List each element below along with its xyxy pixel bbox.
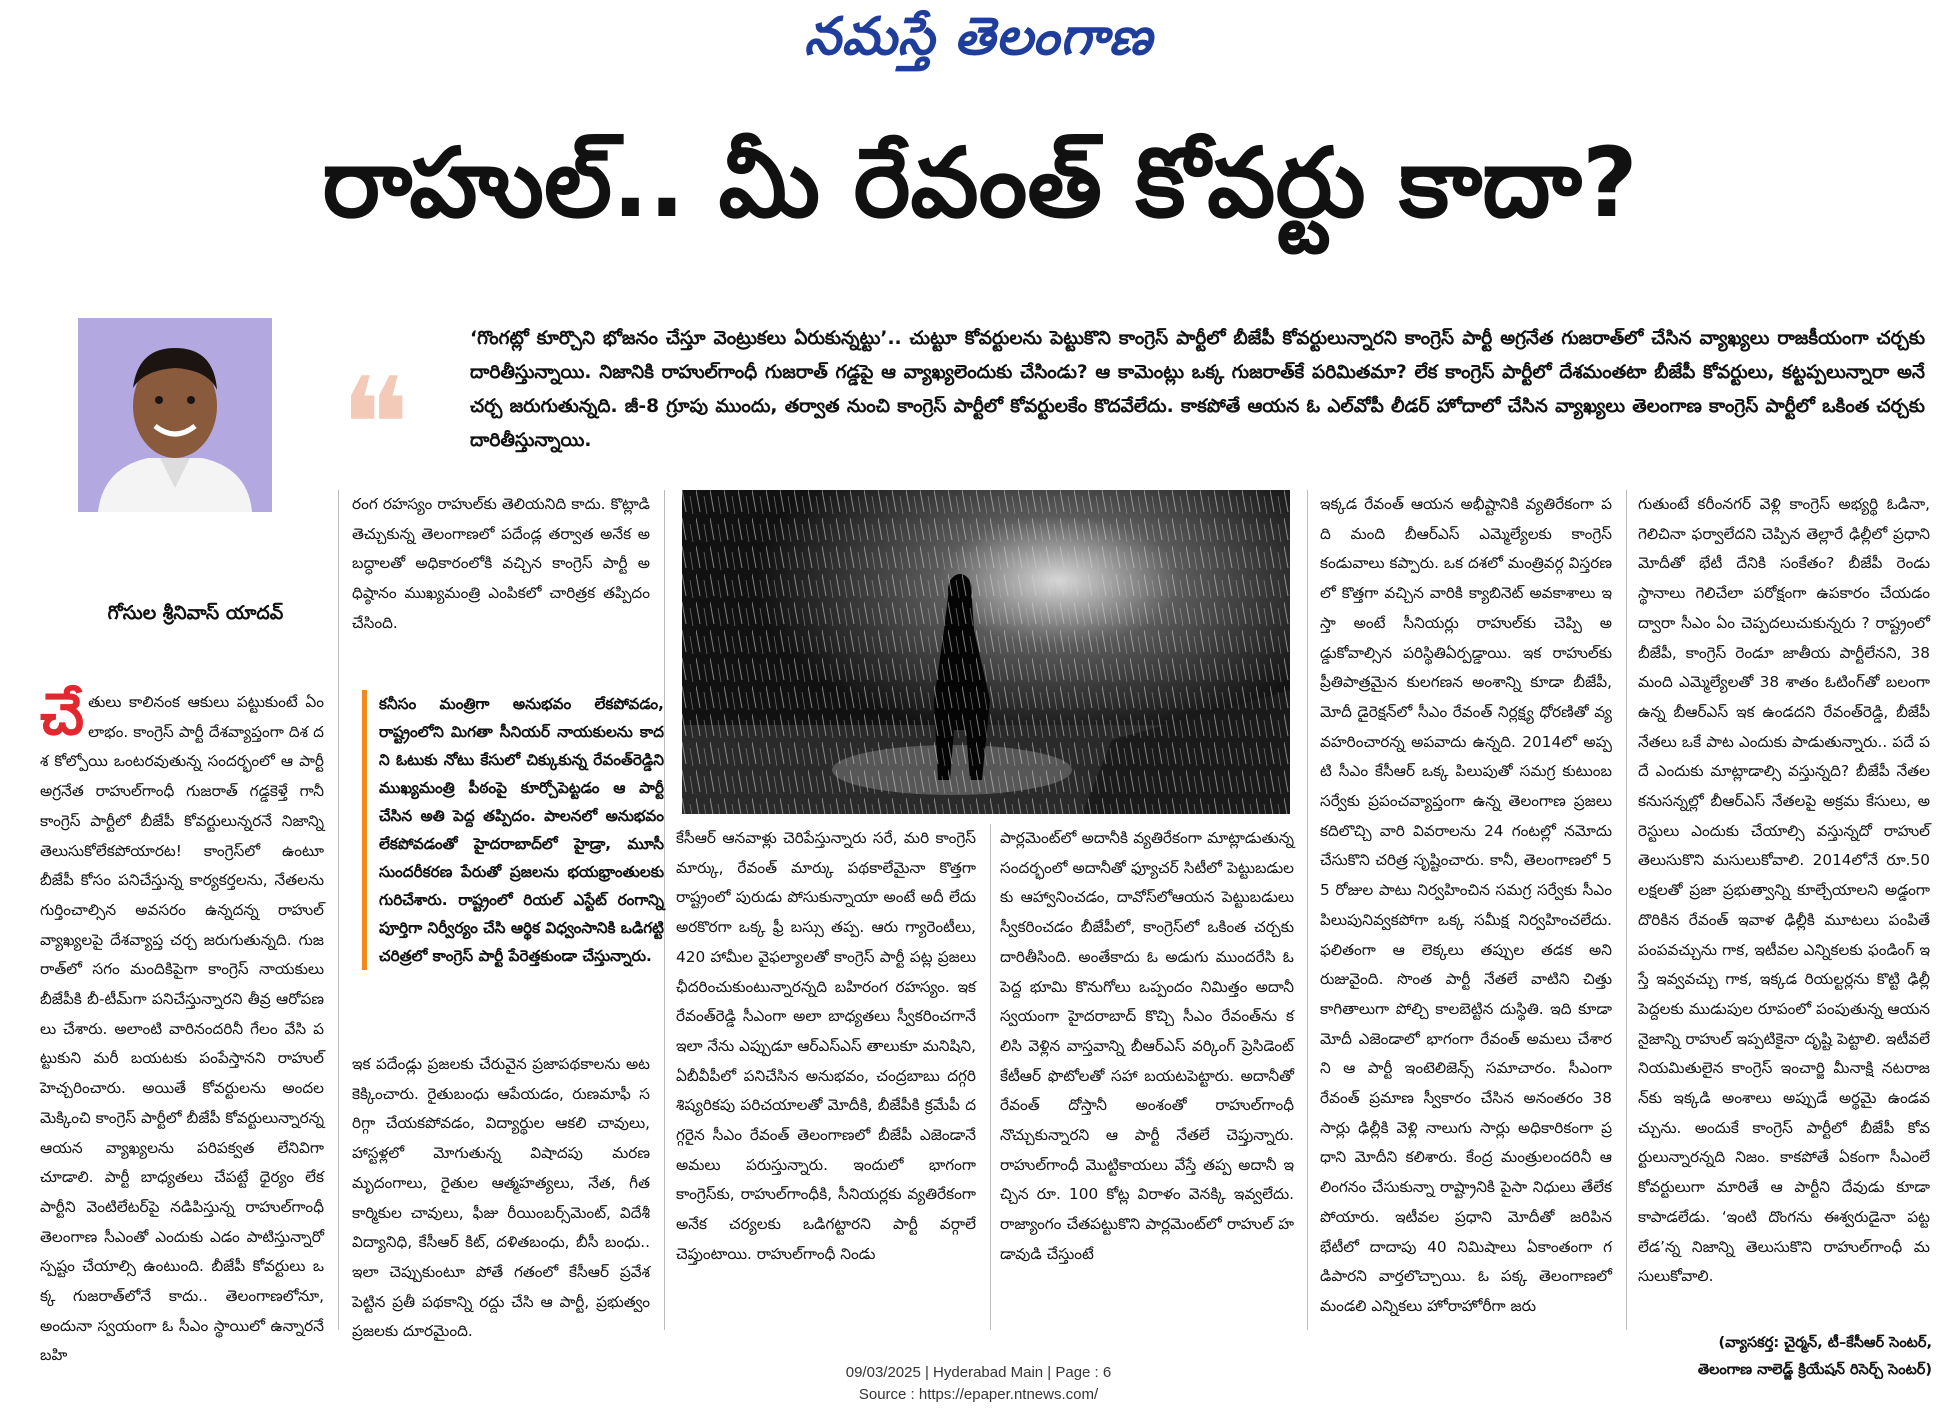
article-column-2b: ఇక పదేండ్లు ప్రజలకు చేరువైన ప్రజాపథకాలను అటకెక్కించారు. రైతుబంధు ఆపేయడం, రుణమాఫీ సరిగ్గా చేయకపోవడం, విద్యార్థుల ఆకలి చావులు, హాస్టళ్లలో మోగుతున్న విషాదపు మరణ మృదంగాలు, రైతుల ఆత్మహత్యలు, నేత, గీత కార్మికుల చావులు, ఫీజు రీయింబర్స్‌మెంట్, విదేశీ విద్యానిధి, కేసీఆర్ కిట్, దళితబంధు, బీసీ బంధు.. ఇలా చెప్పుకుంటూ పోతే గతంలో కేసీఆర్ ప్రవేశపెట్టిన ప్రతీ పథకాన్ని రద్దు చేసి ఆ పార్టీ, ప్రభుత్వం ప్రజలకు దూరమైంది. bbox=[352, 1055, 650, 1341]
column-1-text: తులు కాలినంక ఆకులు పట్టుకుంటే ఏం లాభం. కాంగ్రెస్ పార్టీ దేశవ్యాప్తంగా దిశ దశ కోల్పోయి ఒంటరవుతున్న సందర్భంలో ఆ పార్టీ అగ్రనేత రాహుల్‌గాంధీ గుజరాత్ గడ్డకెళ్తే గానీ కాంగ్రెస్ పార్టీలో బీజేపీ కోవర్టులున్నరనే నిజాన్ని తెలుసుకోలేకపోయారట! కాంగ్రెస్‌లో ఉంటూ బీజేపీ కోసం పనిచేస్తున్న కార్యకర్తలను, నేతలను గుర్తించాల్సిన అవసరం ఉన్నదన్న రాహుల్ వ్యాఖ్యలపై దేశవ్యాప్త చర్చ జరుగుతున్నది. గుజరాత్‌లో సగం మందికిపైగా కాంగ్రెస్ నాయకులు బీజేపీకి బీ-టీమ్‌గా పనిచేస్తున్నారని తీవ్ర ఆరోపణలు చేశారు. అలాంటి వారినందరినీ గేలం వేసి పట్టుకుని మరీ బయటకు పంపేస్తానని రాహుల్ హెచ్చరించారు. అయితే కోవర్టులను అందలమెక్కించి కాంగ్రెస్ పార్టీలో బీజేపీ కోవర్టులున్నారన్న ఆయన వ్యాఖ్యలను పరిపక్వత లేనివిగా చూడాలి. పార్టీ బాధ్యతలు చేపట్టే ధైర్యం లేక పార్టీని వెంటిలేటర్‌పై నడిపిస్తున్న రాహుల్‌గాంధీ తెలంగాణ సీఎంతో ఎందుకు ఎడం పాటిస్తున్నారో స్పష్టం చేయాల్సి ఉంటుంది. బీజేపీ కోవర్టులు ఒక్క గుజరాత్‌లోనే కాదు.. తెలంగాణలోనూ, అందునా స్వయంగా ఓ సీఎం స్థాయిలో ఉన్నారనే బహి bbox=[40, 693, 324, 1365]
rain-photo bbox=[682, 490, 1290, 814]
article-column-2a: రంగ రహస్యం రాహుల్‌కు తెలియనిది కాదు. కొట్లాడి తెచ్చుకున్న తెలంగాణలో పదేండ్ల తర్వాత అనేక అబద్ధాలతో అధికారంలోకి వచ్చిన కాంగ్రెస్ పార్టీ అధిష్ఠానం ముఖ్యమంత్రి ఎంపికలో చారిత్రక తప్పిదం చేసింది. bbox=[352, 495, 650, 632]
footer-page-info: 09/03/2025 | Hyderabad Main | Page : 6 bbox=[845, 1364, 1112, 1381]
drop-cap: చే bbox=[40, 680, 85, 748]
headline: రాహుల్.. మీ రేవంత్ కోవర్టు కాదా? bbox=[322, 127, 1638, 239]
column-divider bbox=[1307, 490, 1308, 1330]
footer-source: Source : https://epaper.ntnews.com/ bbox=[858, 1386, 1099, 1403]
column-divider bbox=[990, 824, 991, 1330]
credit-line-1: (వ్యాసకర్త: చైర్మన్, టీ–కేసీఆర్ సెంటర్, bbox=[1718, 1335, 1932, 1351]
article-column-4: పార్లమెంట్‌లో అదానీకి వ్యతిరేకంగా మాట్లాడుతున్న సందర్భంలో అదానీతో ఫ్యూచర్ సిటీలో పెట్టుబడులకు ఆహ్వానించడం, దావోస్‌లోఆయన పెట్టుబడులు స్వీకరించడం బీజేపీలో, కాంగ్రెస్‌లో ఒకింత చర్చకు దారితీసింది. అంతేకాదు ఓ అడుగు ముందరేసి ఓ పెద్ద భూమి కొనుగోలు ఒప్పందం నిమిత్తం అదానీ స్వయంగా హైదరాబాద్ కొచ్చి సీఎం రేవంత్‌ను కలిసి వెళ్లిన వాస్తవాన్ని బీఆర్ఎస్ వర్కింగ్ ప్రెసిడెంట్ కేటీఆర్ ఫొటోలతో సహా బయటపెట్టారు. అదానీతో రేవంత్ దోస్తానీ అంశంతో రాహుల్‌గాంధీ నొచ్చుకున్నారని ఆ పార్టీ నేతలే చెప్తున్నారు. రాహుల్‌గాంధీ మొట్టికాయలు వేస్తే తప్ప అదానీ ఇచ్చిన రూ. 100 కోట్ల విరాళం వెనక్కి ఇవ్వలేదు. రాజ్యాంగం చేతపట్టుకొని పార్లమెంట్‌లో రాహుల్ హడావుడి చేస్తుంటే bbox=[1000, 829, 1294, 1263]
author-byline: గోసుల శ్రీనివాస్ యాదవ్ bbox=[107, 602, 284, 624]
column-divider bbox=[1626, 490, 1627, 1330]
column-divider bbox=[664, 490, 665, 1330]
article-column-5: ఇక్కడ రేవంత్ ఆయన అభీష్టానికి వ్యతిరేకంగా పది మంది బీఆర్ఎస్ ఎమ్మెల్యేలకు కాంగ్రెస్ కండువాలు కప్పారు. ఒక దశలో మంత్రివర్గ విస్తరణలో కొత్తగా వచ్చిన వారికి క్యాబినెట్ అవకాశాలు ఇస్తా అంటే సీనియర్లు రాహుల్‌కు చెప్పి అడ్డుకోవాల్సిన పరిస్థితిఏర్పడ్డాయి. ఇక రాహుల్‌కు ప్రీతిపాత్రమైన కులగణన అంశాన్ని కూడా బీజేపీ, మోదీ డైరెక్షన్‌లో సీఎం రేవంత్ నిర్లక్ష్య ధోరణితో వ్యవహరించారన్న అపవాదు ఉన్నది. 2014లో అప్పటి సీఎం కేసీఆర్ ఒక్క పిలుపుతో సమగ్ర కుటుంబ సర్వేకు ప్రపంచవ్యాప్తంగా ఉన్న తెలంగాణ ప్రజలు కదిలొచ్చి వారి వివరాలను 24 గంటల్లో నమోదు చేసుకొని చరిత్ర సృష్టించారు. కానీ, తెలంగాణలో 55 రోజుల పాటు నిర్వహించిన సమగ్ర సర్వేకు సీఎం పిలుపునివ్వకపోగా ఒక్క సమీక్ష నిర్వహించలేదు. ఫలితంగా ఆ లెక్కలు తప్పుల తడక అని రుజువైంది. సొంత పార్టీ నేతలే వాటిని చిత్తు కాగితాలుగా పోల్చి కాలబెట్టిన దుస్థితి. ఇది కూడా మోదీ ఎజెండాలో భాగంగా రేవంత్ అమలు చేశారని ఆ పార్టీ ఇంటెలిజెన్స్ సమాచారం. సీఎంగా రేవంత్ ప్రమాణ స్వీకారం చేసిన అనంతరం 38 సార్లు ఢిల్లీకి వెళ్లి నాలుగు సార్లు అధికారికంగా ప్రధాని మోదీని కలిశారు. కేంద్ర మంత్రులందరినీ ఆలింగనం చేసుకున్నా రాష్ట్రానికి పైసా నిధులు తేలేకపోయారు. ఇటీవల ప్రధాని మోదీతో జరిపిన భేటీలో దాదాపు 40 నిమిషాలు ఏకాంతంగా గడిపారని వార్తలొచ్చాయి. ఓ పక్క తెలంగాణలో మండలి ఎన్నికలు హోరాహోరీగా జరు bbox=[1320, 495, 1612, 1315]
highlight-box: కనీసం మంత్రిగా అనుభవం లేకపోవడం, రాష్ట్రంలోని మిగతా సీనియర్ నాయకులను కాదని ఓటుకు నోటు కేసులో చిక్కుకున్న రేవంత్‌రెడ్డిని ముఖ్యమంత్రి పీఠంపై కూర్చోపెట్టడం ఆ పార్టీ చేసిన అతి పెద్ద తప్పిదం. పాలనలో అనుభవం లేకపోవడంతో హైదరాబాద్‌లో హైడ్రా, మూసీ సుందరీకరణ పేరుతో ప్రజలను భయభ్రాంతులకు గురిచేశారు. రాష్ట్రంలో రియల్ ఎస్టేట్ రంగాన్ని పూర్తిగా నిర్వీర్యం చేసి ఆర్థిక విధ్వంసానికి ఒడిగట్టి చరిత్రలో కాంగ్రెస్ పార్టీ పేరెత్తకుండా చేస్తున్నారు. bbox=[362, 690, 664, 970]
masthead-logo: నమస్తే తెలంగాణ bbox=[804, 6, 1153, 67]
credit-line-2: తెలంగాణ నాలెడ్జ్ క్రియేషన్ రిసెర్చ్ సెంటర్) bbox=[1697, 1362, 1932, 1378]
article-column-6: గుతుంటే కరీంనగర్ వెళ్లి కాంగ్రెస్ అభ్యర్థి ఓడినా, గెలిచినా ఫర్వాలేదని చెప్పిన తెల్లారే ఢిల్లీలో ప్రధాని మోదీతో భేటీ దేనికి సంకేతం? బీజేపీ రెండు స్థానాలు గెలిచేలా పరోక్షంగా ఉపకారం చేయడం ద్వారా సీఎం ఏం చెప్పదలుచుకున్నరు ? రాష్ట్రంలో బీజేపీ, కాంగ్రెస్ రెండూ జాతీయ పార్టీలేనని, 38 మంది ఎమ్మెల్యేలతో 38 శాతం ఓటింగ్‌తో బలంగా ఉన్న బీఆర్ఎస్ ఇక ఉండదని రేవంత్‌రెడ్డి, బీజేపీ నేతలు ఒకే పాట ఎందుకు పాడుతున్నారు.. పదే పదే ఎందుకు మాట్లాడాల్సి వస్తున్నది? బీజేపీ నేతల కనుసన్నల్లో బీఆర్ఎస్ నేతలపై అక్రమ కేసులు, అరెస్టులు ఎందుకు చేయాల్సి వస్తున్నదో రాహుల్ తెలుసుకొని మసులుకోవాలి. 2014లోనే రూ.50 లక్షలతో ప్రజా ప్రభుత్వాన్ని కూల్చేయాలని అడ్డంగా దొరికిన రేవంత్ ఇవాళ ఢిల్లీకి మూటలు పంపితే పంపవచ్చును గాక, ఇటీవల ఎన్నికలకు ఫండింగ్ ఇస్తే ఇవ్వవచ్చు గాక, ఇక్కడ రియల్టర్లను కొట్టి ఢిల్లీ పెద్దలకు ముడుపుల రూపంలో పంపుతున్న ఆయన నైజాన్ని రాహుల్ ఇప్పటికైనా దృష్టి పెట్టాలి. ఇటీవలే నియమితులైన కాంగ్రెస్ ఇంచార్జి మీనాక్షి నటరాజన్‌కు ఇక్కడి అంశాలు అప్పుడే అర్థమై ఉండవచ్చును. అందుకే కాంగ్రెస్ పార్టీలో బీజేపీ కోవర్టులున్నారన్నది నిజం. కాకపోతే ఏకంగా సీఎంలే కోవర్టులుగా మారితే ఆ పార్టీని దేవుడు కూడా కాపాడలేడు. ‘ఇంటి దొంగను ఈశ్వరుడైనా పట్టలేడ’న్న నిజాన్ని తెలుసుకొని రాహుల్‌గాంధీ మసులుకోవాలి. bbox=[1638, 495, 1930, 1286]
intro-paragraph: ‘గొంగట్లో కూర్చొని భోజనం చేస్తూ వెంట్రుకలు ఏరుకున్నట్టు’.. చుట్టూ కోవర్టులను పెట్టుకొని కాంగ్రెస్ పార్టీలో బీజేపీ కోవర్టులున్నారని కాంగ్రెస్ పార్టీ అగ్రనేత గుజరాత్‌లో చేసిన వ్యాఖ్యలు రాజకీయంగా చర్చకు దారితీస్తున్నాయి. నిజానికి రాహుల్‌గాంధీ గుజరాత్ గడ్డపై ఆ వ్యాఖ్యలెందుకు చేసిండు? ఆ కామెంట్లు ఒక్క గుజరాత్‌కే పరిమితమా? లేక కాంగ్రెస్ పార్టీలో దేశమంతటా బీజేపీ కోవర్టులు, కట్టప్పలున్నారా అనే చర్చ జరుగుతున్నది. జీ-8 గ్రూపు ముందు, తర్వాత నుంచి కాంగ్రెస్ పార్టీలో కోవర్టులకేం కొదవేలేదు. కాకపోతే ఆయన ఓ ఎల్‌వోపీ లీడర్ హోదాలో చేసిన వ్యాఖ్యలు తెలంగాణ కాంగ్రెస్ పార్టీలో ఒకింత చర్చకు దారితీస్తున్నాయి. bbox=[470, 328, 1925, 451]
column-divider bbox=[338, 490, 339, 1330]
article-column-3: కేసీఆర్ ఆనవాళ్లు చెరిపేస్తున్నారు సరే, మరి కాంగ్రెస్ మార్కు, రేవంత్ మార్కు పథకాలేమైనా కొత్తగా రాష్ట్రంలో పురుడు పోసుకున్నాయా అంటే అదీ లేదు అరకొరగా ఒక్క ఫ్రీ బస్సు తప్ప. ఆరు గ్యారెంటీలు, 420 హామీల వైఫల్యాలతో కాంగ్రెస్ పార్టీ పట్ల ప్రజలు ఛీదరించుకుంటున్నారన్నది బహిరంగ రహస్యం. ఇక రేవంత్‌రెడ్డి సీఎంగా అలా బాధ్యతలు స్వీకరించగానే ఇలా నేను ఎప్పుడూ ఆర్ఎస్ఎస్ తాలుకూ మనిషిని, ఏబీవీపీలో పనిచేసిన అనుభవం, చంద్రబాబు దగ్గరి శిష్యరికపు పరిచయాలతో మోదీకి, బీజేపీకి క్రమేపీ దగ్గరైన సీఎం రేవంత్ తెలంగాణలో బీజేపీ ఎజెండానే అమలు పరుస్తున్నారు. ఇందులో భాగంగా కాంగ్రెస్‌కు, రాహుల్‌గాంధీకి, సీనియర్లకు వ్యతిరేకంగా అనేక చర్యలకు ఒడిగట్టారని పార్టీ వర్గాలే చెప్తుంటాయి. రాహుల్‌గాంధీ నిండు bbox=[676, 829, 977, 1263]
quote-marks-icon: ❝ bbox=[340, 349, 410, 501]
article-column-1 bbox=[40, 680, 324, 1371]
author-photo bbox=[78, 318, 272, 512]
